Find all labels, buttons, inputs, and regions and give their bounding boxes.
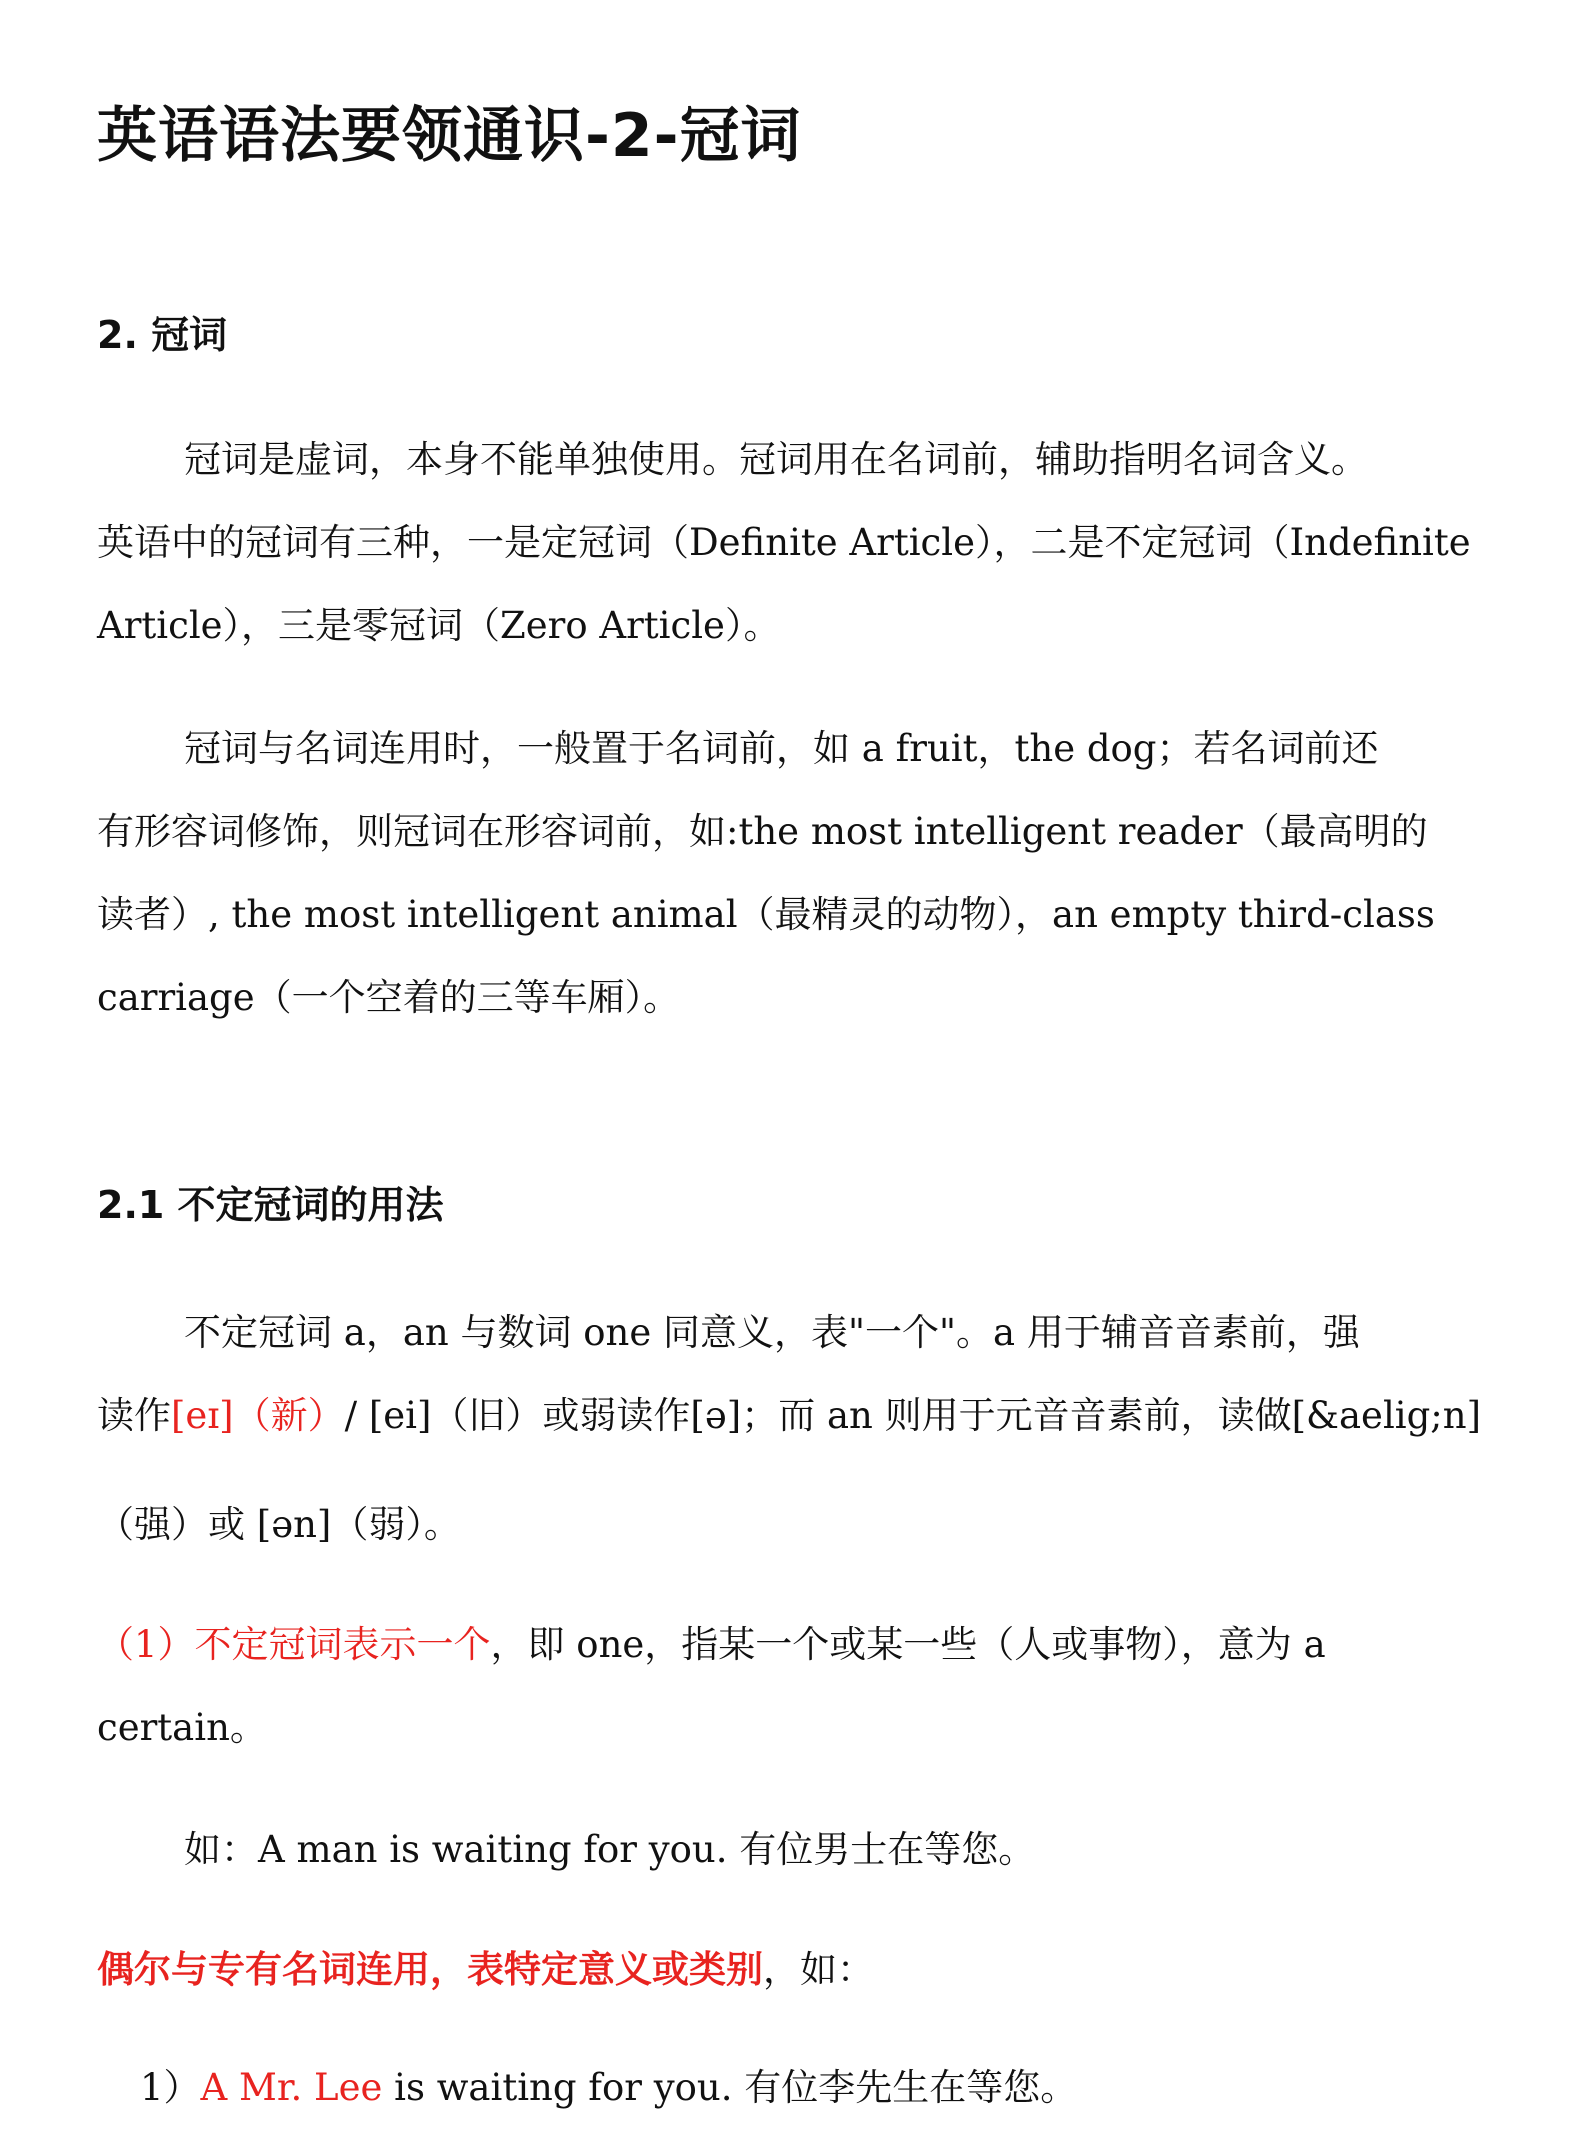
text-segment: ，即 one，指某一个或某一些（人或事物），意为 a <box>490 1623 1326 1666</box>
paragraph-line: 读者）, the most intelligent animal（最精灵的动物），an empty third-class <box>97 893 1435 936</box>
list-number: 1） <box>140 2066 201 2109</box>
paragraph-line: （强）或 [ən]（弱）。 <box>97 1503 461 1546</box>
document-title: 英语语法要领通识-2-冠词 <box>97 101 802 171</box>
highlight-proper-noun: A Mr. Lee <box>200 2066 383 2109</box>
example-sentence <box>140 2058 1077 2118</box>
paragraph-line: certain。 <box>97 1706 267 1749</box>
paragraph-line <box>97 1374 1492 1457</box>
highlight-point-1: （1）不定冠词表示一个 <box>97 1623 491 1666</box>
paragraph-line: 冠词与名词连用时，一般置于名词前，如 a fruit，the dog；若名词前还 <box>184 727 1379 770</box>
paragraph-line: 英语中的冠词有三种，一是定冠词（Definite Article），二是不定冠词（Indefinite <box>97 521 1471 564</box>
section-heading-2: 2. 冠词 <box>97 313 228 357</box>
section-heading-2-1: 2.1 不定冠词的用法 <box>97 1183 444 1227</box>
text-segment: ，如： <box>763 1948 874 1991</box>
highlight-proper-noun-note: 偶尔与专有名词连用，表特定意义或类别 <box>97 1948 763 1991</box>
example-sentence: 如：A man is waiting for you. 有位男士在等您。 <box>184 1828 1036 1871</box>
paragraph-line <box>97 1603 1492 1686</box>
note-line <box>97 1940 874 2000</box>
paragraph-article-intro <box>97 418 1492 667</box>
text-segment: / [ei]（旧）或弱读作[ə]；而 an 则用于元音音素前，读做[&aelig;n] <box>344 1394 1482 1437</box>
paragraph-line: 不定冠词 a，an 与数词 one 同意义，表"一个"。a 用于辅音音素前，强 <box>184 1311 1360 1354</box>
paragraph-line: 冠词是虚词，本身不能单独使用。冠词用在名词前，辅助指明名词含义。 <box>184 438 1368 481</box>
highlight-pronunciation-new: [eɪ]（新） <box>171 1394 345 1437</box>
text-segment: 读作 <box>97 1394 171 1437</box>
point-1-paragraph <box>97 1603 1492 1769</box>
paragraph-line: 有形容词修饰，则冠词在形容词前，如:the most intelligent reader（最高明的 <box>97 810 1428 853</box>
text-segment: is waiting for you. 有位李先生在等您。 <box>382 2066 1078 2109</box>
paragraph-line: Article），三是零冠词（Zero Article）。 <box>97 604 781 647</box>
paragraph-article-position <box>97 707 1492 1039</box>
paragraph-line: carriage（一个空着的三等车厢）。 <box>97 976 681 1019</box>
paragraph-indefinite-article <box>97 1291 1492 1457</box>
